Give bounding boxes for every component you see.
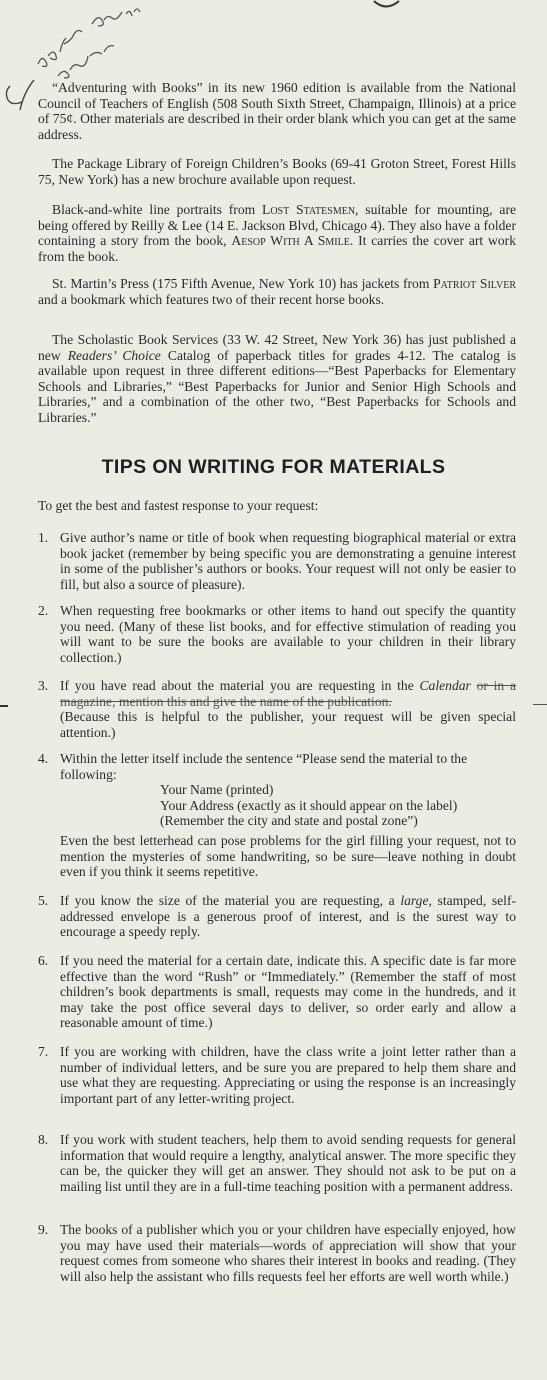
list-text: When requesting free bookmarks or other items to hand out specify the quantity you need. (Many of these list books, and for effective stimulation of reading you will want to be sure the books are available to your children in their library collection.) (60, 603, 516, 665)
paragraph-adventuring-with-books (38, 80, 516, 142)
list-text: If you are working with children, have the class write a joint letter rather than a number of individual letters, and be sure you are prepared to help them share and use what they are requesting. Appreciating or using the response is an increasingly important part of any letter-writing project. (60, 1044, 516, 1106)
list-item (38, 1132, 516, 1194)
list-item (38, 953, 516, 1031)
intro-text: To get the best and fastest response to your request: (38, 498, 319, 513)
book-title: Patriot Silver (433, 276, 517, 291)
paragraph-text: St. Martin’s Press (175 Fifth Avenue, New York 10) has jackets from (52, 276, 434, 291)
fold-line (533, 704, 547, 705)
list-number: 3. (38, 678, 49, 693)
list-number: 2. (38, 603, 49, 618)
address-line: Your Address (exactly as it should appear on the label) (160, 797, 458, 813)
list-number: 1. (38, 530, 49, 545)
address-block (160, 782, 516, 829)
list-number: 6. (38, 953, 49, 968)
list-text: Even the best letterhead can pose problems for the girl filling your request, not to mention the mysteries of some handwriting, so be sure—leave nothing in doubt even if you think it seems repetitive. (60, 832, 516, 880)
paragraph-text: Catalog of paperback titles for grades 4-12. The catalog is available upon request in three different editions—“Best Paperbacks for Elementary Schools and Libraries,” “Best Paperbacks for Junior and Senior High Schools and Libraries,” and a combination of the other two, “Best Paperbacks for Schools and Libraries.” (38, 347, 517, 425)
list-text: If you need the material for a certain date, indicate this. A specific date is far more effective than the word “Rush” or “Immediately.” (Remember the staff of most children’s book departments is small, requests may come in the hundreds, and it may take the post office several days to deliver, so order early and allow a reasonable amount of time.) (60, 953, 516, 1031)
list-item (38, 603, 516, 665)
list-number: 5. (38, 893, 49, 908)
book-title: Aesop With A Smile (231, 233, 350, 249)
paragraph-text: The Package Library of Foreign Children’s Books (69-41 Groton Street, Forest Hills 75, New York) has a new brochure available upon request. (38, 156, 516, 187)
paragraph-text: “Adventuring with Books” in its new 1960 edition is available from the National Council of Teachers of English (508 South Sixth Street, Champaign, Illinois) at a price of 75¢. Other materials are described in their order blank which you can get at the same address. (38, 80, 516, 142)
paragraph-st-martins-press (38, 276, 516, 307)
list-text-part: stamped, self-addressed envelope is a generous proof of interest, and is the surest way to encourage a speedy reply. (60, 893, 516, 940)
list-text: Within the letter itself include the sentence “Please send the material to the following: (60, 751, 468, 782)
list-item (38, 678, 516, 740)
catalog-title: Readers’ Choice (67, 347, 161, 363)
list-text (60, 893, 516, 940)
list-text: If you work with student teachers, help them to avoid sending requests for general information that would require a lengthy, analytical answer. The more specific they can be, the quicker they will get an answer. They should not ask to be put on a mailing list until they are in a full-time teaching position with a permanent address. (60, 1132, 516, 1194)
paragraph-text: , suitable for mounting, are being offered by Reilly & Lee (14 E. Jackson Blvd, Chicago 4). They also have a folder containing a story from the book, (38, 202, 517, 249)
list-item (38, 751, 516, 880)
list-text: Give author’s name or title of book when requesting biographical material or extra book jacket (remember by being specific you are demonstrating a genuine interest in some of the publisher’s authors or books. Your request will not only be easier to fill, but also a source of pleasure). (60, 530, 516, 592)
emphasis: large, (400, 893, 432, 908)
list-text (60, 678, 516, 709)
address-line: Your Name (printed) (160, 782, 274, 798)
paragraph-package-library (38, 156, 516, 187)
list-item (38, 893, 516, 940)
list-number: 8. (38, 1132, 49, 1147)
fold-mark (0, 702, 10, 710)
torn-edge-mark (372, 0, 402, 10)
struck-text: or in a magazine, mention this and give the name of the publication. (60, 678, 516, 709)
list-text: The books of a publisher which you or your children have especially enjoyed, how you may have used their materials—words of appreciation will show that your request comes from someone who shares their interest in books and reading. (They will also help the assistant who fills requests feel her efforts are well worth while.) (60, 1222, 516, 1284)
paragraph-text: . It carries the cover art work from the book. (38, 233, 516, 264)
paragraph-scholastic-book-services (38, 332, 516, 426)
paragraph-text: The Scholastic Book Services (33 W. 42 Street, New York 36) has just published a new (38, 332, 516, 363)
list-text-part: If you have read about the material you are requesting in the (60, 678, 420, 693)
list-item (38, 530, 516, 592)
section-heading: TIPS ON WRITING FOR MATERIALS (101, 456, 446, 478)
book-title: Lost Statesmen (262, 202, 356, 217)
list-number: 7. (38, 1044, 49, 1059)
list-number: 4. (38, 751, 49, 766)
paragraph-text: Black-and-white line portraits from (52, 202, 263, 217)
publication-title: Calendar (419, 678, 471, 693)
handwritten-note (30, 4, 150, 84)
list-item (38, 1044, 516, 1106)
paragraph-text: and a bookmark which features two of their recent horse books. (38, 291, 385, 307)
list-item (38, 1222, 516, 1284)
paragraph-line-portraits (38, 202, 516, 264)
address-line: (Remember the city and state and postal zone”) (160, 813, 418, 829)
list-text: (Because this is helpful to the publisher, your request will be given special attention.) (60, 709, 516, 740)
list-text-part: If you know the size of the material you are requesting, a (60, 893, 401, 908)
list-number: 9. (38, 1222, 49, 1237)
